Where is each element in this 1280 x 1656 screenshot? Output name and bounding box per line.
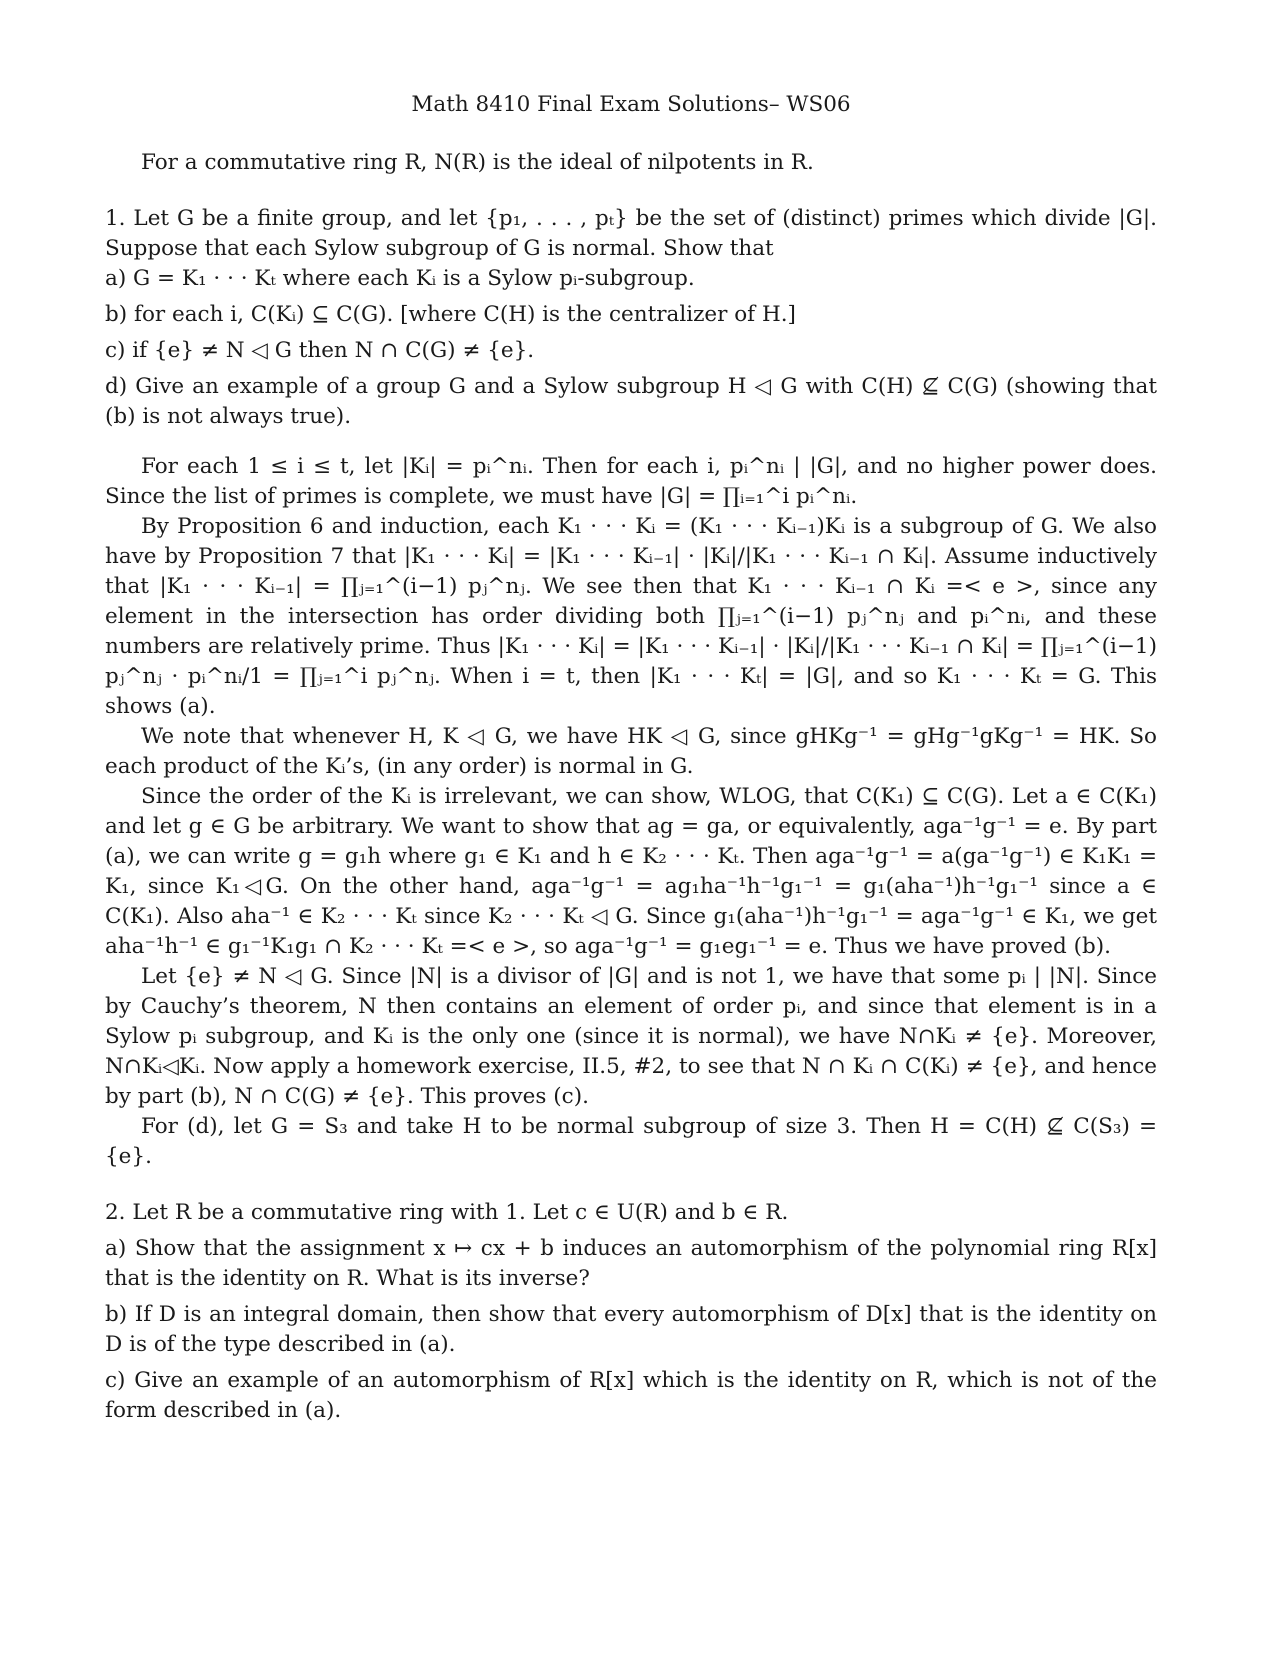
problem-2 bbox=[105, 1198, 1157, 1426]
solution-paragraph: Let {e} ≠ N ◁ G. Since |N| is a divisor of |G| and is not 1, we have that some pᵢ | |N|. Since by Cauchy’s theorem, N then contains an element of order pᵢ, and since that element is in a Sylow pᵢ subgroup, and Kᵢ is the only one (since it is normal), we have N∩Kᵢ ≠ {e}. Moreover, N∩Kᵢ◁Kᵢ. Now apply a homework exercise, II.5, #2, to see that N ∩ Kᵢ ∩ C(Kᵢ) ≠ {e}, and hence by part (b), N ∩ C(G) ≠ {e}. This proves (c). bbox=[105, 964, 1157, 1109]
problem-1 bbox=[105, 204, 1157, 1172]
problem-2-part-b: b) If D is an integral domain, then show that every automorphism of D[x] that is the identity on D is of the type described in (a). bbox=[105, 1302, 1157, 1357]
intro-paragraph: For a commutative ring R, N(R) is the ideal of nilpotents in R. bbox=[141, 150, 814, 175]
solution-paragraph: We note that whenever H, K ◁ G, we have HK ◁ G, since gHKg⁻¹ = gHg⁻¹gKg⁻¹ = HK. So each product of the Kᵢ’s, (in any order) is normal in G. bbox=[105, 724, 1157, 779]
document-page bbox=[105, 90, 1157, 1432]
solution-paragraph: For each 1 ≤ i ≤ t, let |Kᵢ| = pᵢ^nᵢ. Then for each i, pᵢ^nᵢ | |G|, and no higher power does. Since the list of primes is complete, we must have |G| = ∏ᵢ₌₁^i pᵢ^nᵢ. bbox=[105, 454, 1157, 509]
problem-1-part-d: d) Give an example of a group G and a Sylow subgroup H ◁ G with C(H) ⊈ C(G) (showing that (b) is not always true). bbox=[105, 374, 1157, 429]
solution-paragraph: For (d), let G = S₃ and take H to be normal subgroup of size 3. Then H = C(H) ⊈ C(S₃) = {e}. bbox=[105, 1114, 1157, 1169]
problem-2-part-c: c) Give an example of an automorphism of R[x] which is the identity on R, which is not of the form described in (a). bbox=[105, 1368, 1157, 1423]
solution-paragraph: By Proposition 6 and induction, each K₁ · · · Kᵢ = (K₁ · · · Kᵢ₋₁)Kᵢ is a subgroup of G. We also have by Proposition 7 that |K₁ · · · Kᵢ| = |K₁ · · · Kᵢ₋₁| · |Kᵢ|/|K₁ · · · Kᵢ₋₁ ∩ Kᵢ|. Assume inductively that |K₁ · · · Kᵢ₋₁| = ∏ⱼ₌₁^(i−1) pⱼ^nⱼ. We see then that K₁ · · · Kᵢ₋₁ ∩ Kᵢ =< e >, since any element in the intersection has order dividing both ∏ⱼ₌₁^(i−1) pⱼ^nⱼ and pᵢ^nᵢ, and these numbers are relatively prime. Thus |K₁ · · · Kᵢ| = |K₁ · · · Kᵢ₋₁| · |Kᵢ|/|K₁ · · · Kᵢ₋₁ ∩ Kᵢ| = ∏ⱼ₌₁^(i−1) pⱼ^nⱼ · pᵢ^nᵢ/1 = ∏ⱼ₌₁^i pⱼ^nⱼ. When i = t, then |K₁ · · · Kₜ| = |G|, and so K₁ · · · Kₜ = G. This shows (a). bbox=[105, 514, 1157, 719]
problem-2-statement: 2. Let R be a commutative ring with 1. Let c ∈ U(R) and b ∈ R. bbox=[105, 1200, 789, 1225]
problem-1-part-b: b) for each i, C(Kᵢ) ⊆ C(G). [where C(H) is the centralizer of H.] bbox=[105, 302, 796, 327]
problem-2-part-a: a) Show that the assignment x ↦ cx + b induces an automorphism of the polynomial ring R[x] that is the identity on R. What is its inverse? bbox=[105, 1236, 1157, 1291]
problem-1-part-a: a) G = K₁ · · · Kₜ where each Kᵢ is a Sylow pᵢ-subgroup. bbox=[105, 266, 695, 291]
solution-paragraph: Since the order of the Kᵢ is irrelevant, we can show, WLOG, that C(K₁) ⊆ C(G). Let a ∈ C(K₁) and let g ∈ G be arbitrary. We want to show that ag = ga, or equivalently, aga⁻¹g⁻¹ = e. By part (a), we can write g = g₁h where g₁ ∈ K₁ and h ∈ K₂ · · · Kₜ. Then aga⁻¹g⁻¹ = a(ga⁻¹g⁻¹) ∈ K₁K₁ = K₁, since K₁◁G. On the other hand, aga⁻¹g⁻¹ = ag₁ha⁻¹h⁻¹g₁⁻¹ = g₁(aha⁻¹)h⁻¹g₁⁻¹ since a ∈ C(K₁). Also aha⁻¹ ∈ K₂ · · · Kₜ since K₂ · · · Kₜ ◁ G. Since g₁(aha⁻¹)h⁻¹g₁⁻¹ = aga⁻¹g⁻¹ ∈ K₁, we get aha⁻¹h⁻¹ ∈ g₁⁻¹K₁g₁ ∩ K₂ · · · Kₜ =< e >, so aga⁻¹g⁻¹ = g₁eg₁⁻¹ = e. Thus we have proved (b). bbox=[105, 784, 1157, 959]
page-title: Math 8410 Final Exam Solutions– WS06 bbox=[411, 92, 851, 117]
problem-1-part-c: c) if {e} ≠ N ◁ G then N ∩ C(G) ≠ {e}. bbox=[105, 338, 535, 363]
problem-1-statement: 1. Let G be a finite group, and let {p₁, . . . , pₜ} be the set of (distinct) primes which divide |G|. Suppose that each Sylow subgroup of G is normal. Show that bbox=[105, 206, 1157, 261]
